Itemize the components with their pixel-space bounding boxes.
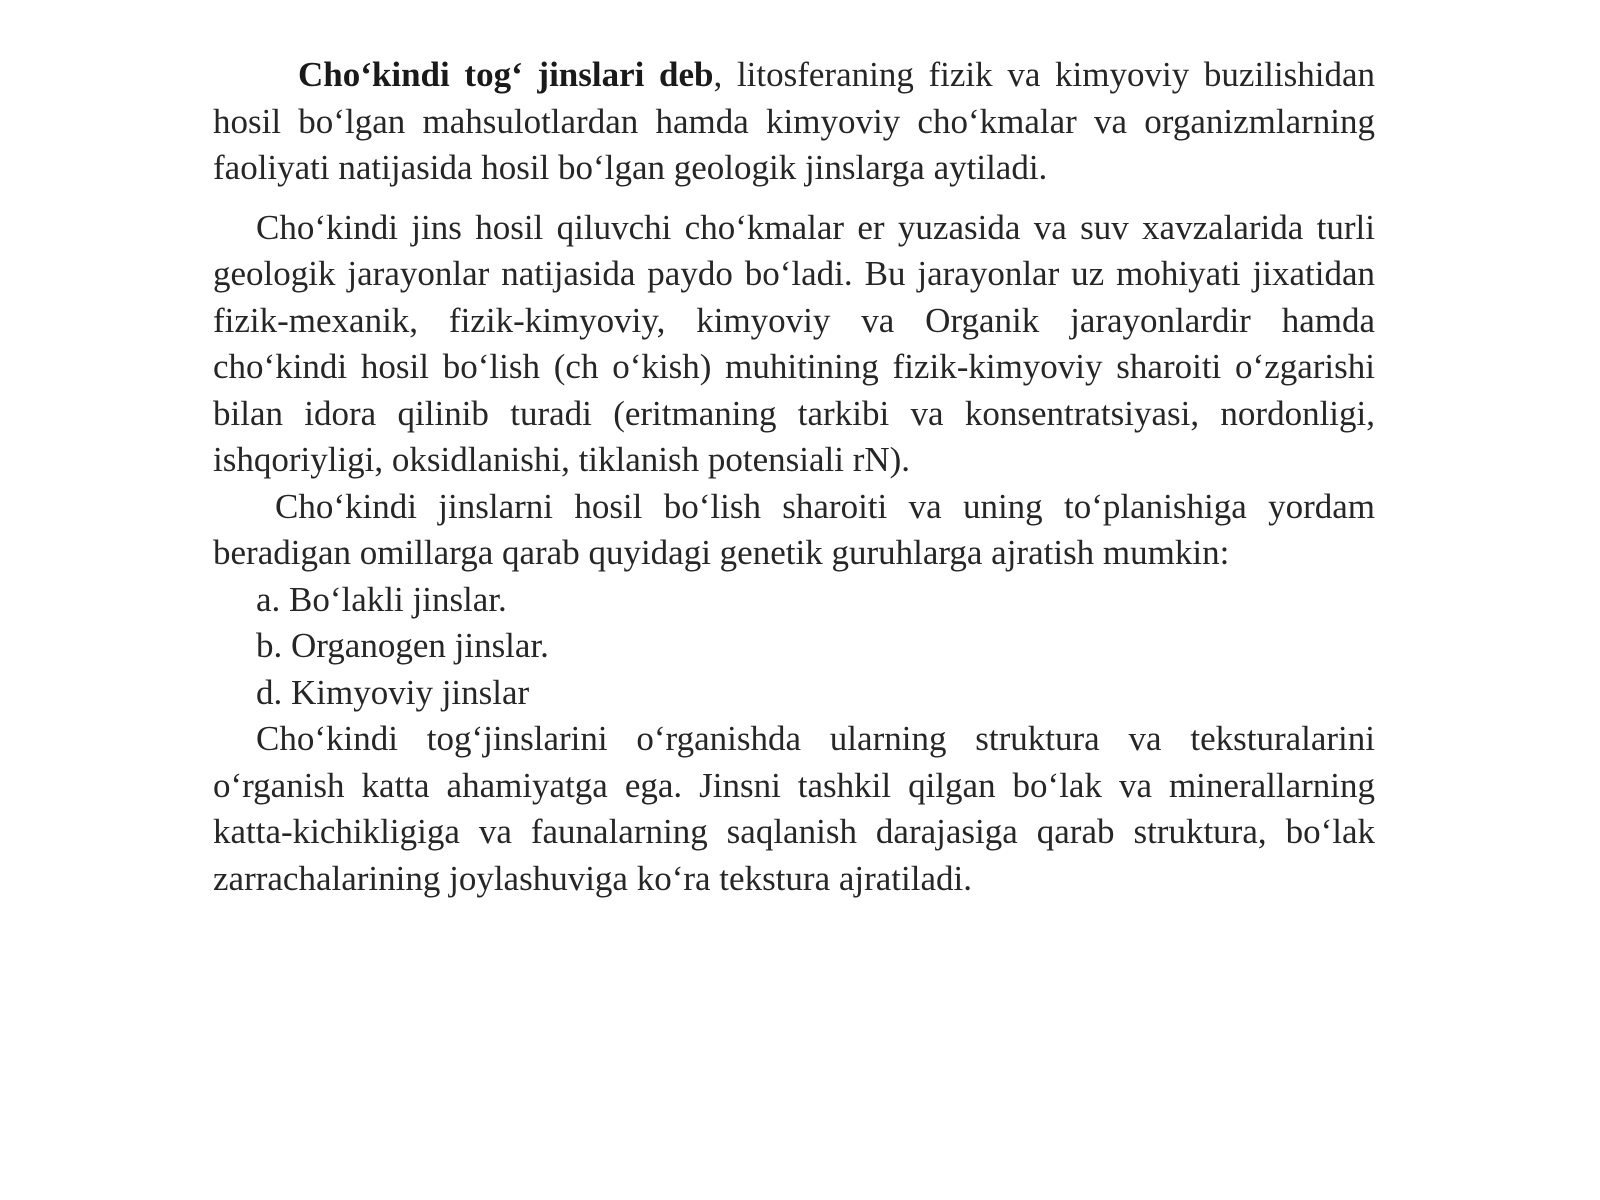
list-item: d. Kimyoviy jinslar: [256, 672, 530, 712]
defined-term: Cho‘kindi tog‘ jinslari deb: [298, 55, 714, 94]
document-page: [213, 52, 1375, 902]
paragraph-structure-texture: Cho‘kindi tog‘jinslarini o‘rganishda ularning struktura va teksturalarini o‘rganish katta ahamiyatga ega. Jinsni tashkil qilgan bo‘lak va minerallarning katta-kichikligiga va faunalarning saqlanish darajasiga qarab struktura, bo‘lak zarrachalarining joylashuviga ko‘ra tekstura ajratiladi.: [213, 719, 1375, 898]
paragraph-processes: Cho‘kindi jins hosil qiluvchi cho‘kmalar er yuzasida va suv xavzalarida turli geologik jarayonlar natijasida paydo bo‘ladi. Bu jarayonlar uz mohiyati jixatidan fizik-mexanik, fizik-kimyoviy, kimyoviy va Organik jarayonlardir hamda cho‘kindi hosil bo‘lish (ch o‘kish) muhitining fizik-kimyoviy sharoiti o‘zgarishi bilan idora qilinib turadi (eritmaning tarkibi va konsentratsiyasi, nordonligi, ishqoriyligi, oksidlanishi, tiklanish potensiali rN).: [213, 207, 1375, 479]
list-item: a. Bo‘lakli jinslar.: [256, 579, 507, 619]
genetic-groups-list: [213, 577, 1375, 717]
list-item: b. Organogen jinslar.: [256, 626, 549, 665]
definition-text: , litosferaning fizik va kimyoviy buzilishidan hosil bo‘lgan mahsulotlardan hamda kimyoviy cho‘kmalar va organizmlarning faoliyati natijasida hosil bo‘lgan geologik jinslarga aytiladi.: [213, 55, 1375, 187]
paragraph-definition: [213, 52, 1375, 192]
paragraph-classification-intro: Cho‘kindi jinslarni hosil bo‘lish sharoiti va uning to‘planishiga yordam beradigan omillarga qarab quyidagi genetik guruhlarga ajratish mumkin:: [213, 486, 1375, 572]
